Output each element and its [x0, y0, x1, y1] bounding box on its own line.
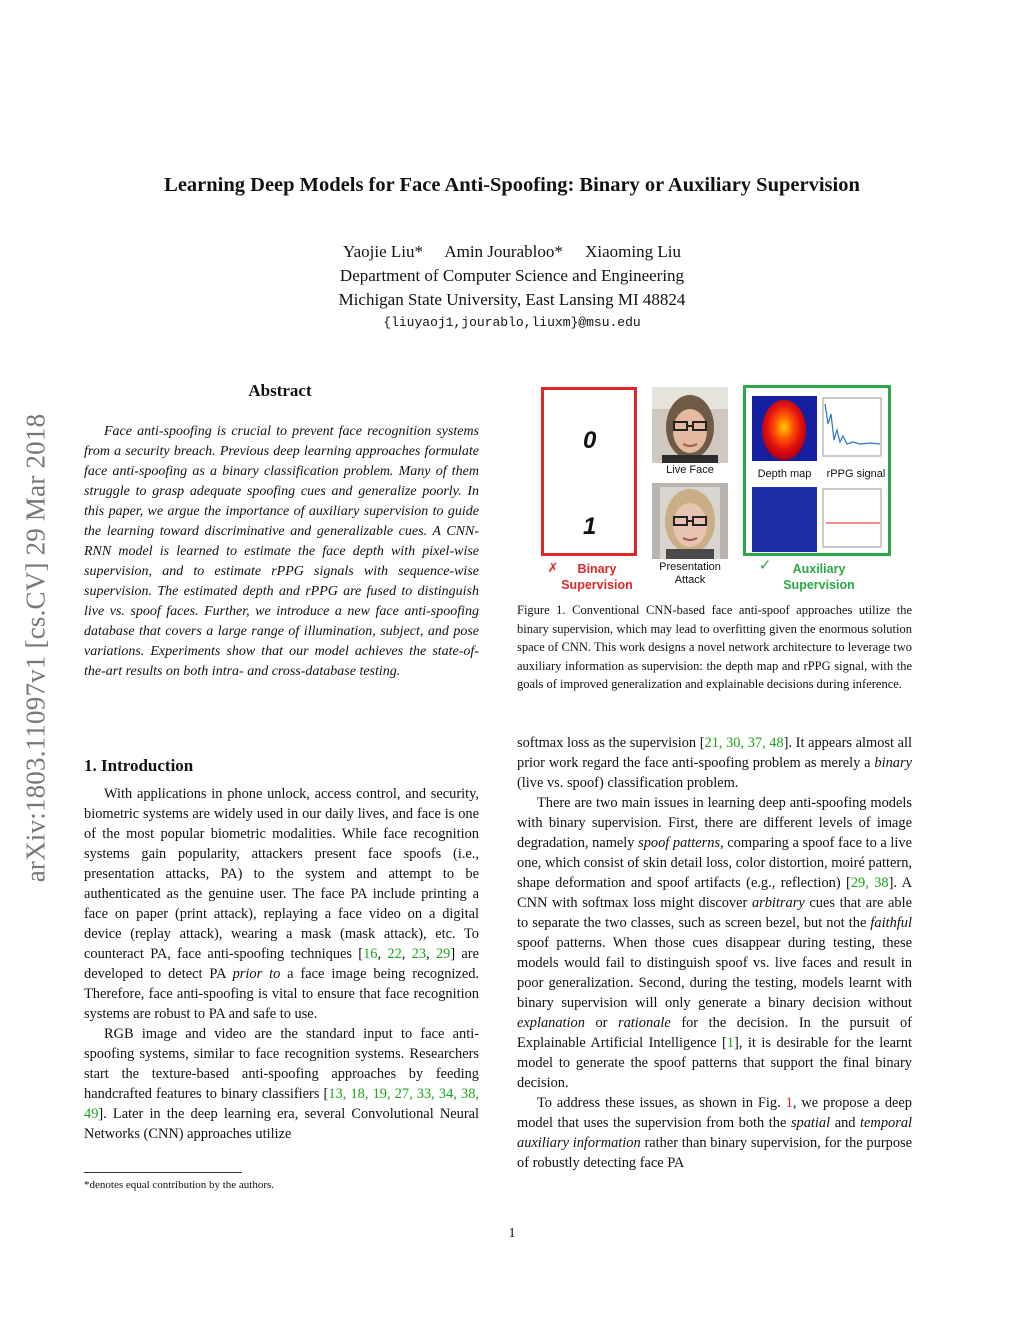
left-column-text [84, 784, 479, 1144]
intro-paragraph-3: softmax loss as the supervision [21, 30, 37, 48]. It appears almost all prior work regard the face anti-spoofing problem as merely a binary (live vs. spoof) classification problem. [517, 735, 912, 791]
depth-map-label: Depth map [757, 468, 812, 480]
check-mark-icon: ✓ [758, 557, 772, 574]
abstract-text: Face anti-spoofing is crucial to prevent face recognition systems from a security breach. Previous deep learning approaches formulate face anti-spoofing as a binary classification problem. Many of them struggle to grasp adequate spoofing cues and generalize poorly. In this paper, we argue the importance of auxiliary supervision to guide the learning toward discriminative and generalizable cues. A CNN-RNN model is learned to estimate the face depth with pixel-wise supervision, and to estimate rPPG signals with sequence-wise supervision. The estimated depth and rPPG are fused to distinguish live vs. spoof faces. Further, we introduce a new face anti-spoofing database that covers a large range of illumination, subject, and pose variations. Experiments show that our model achieves the state-of-the-art results on both intra- and cross-database testing. [84, 424, 479, 679]
intro-paragraph-4: There are two main issues in learning deep anti-spoofing models with binary supervision. First, there are different levels of image degradation, namely spoof patterns, comparing a spoof face to a live one, which consist of skin detail loss, color distortion, moiré pattern, shape deformation and spoof artifacts (e.g., reflection) [29, 38]. A CNN with softmax loss might discover arbitrary cues that are able to separate the two classes, such as screen bezel, but not the faithful spoof patterns. When those cues disappear during testing, these models would fail to distinguish spoof vs. live faces and result in poor generalization. Second, during the testing, models learnt with binary supervision will only generate a binary decision without explanation or rationale for the decision. In the pursuit of Explainable Artificial Intelligence [1], it is desirable for the learnt model to generate the spoof patterns that support the final binary decision. [517, 795, 912, 1091]
citation-link[interactable]: 22 [387, 946, 402, 962]
abstract-heading: Abstract [248, 381, 312, 400]
figure-1 [517, 384, 912, 594]
citation-link[interactable]: 21, 30, 37, 48 [704, 735, 784, 751]
footnote: *denotes equal contribution by the authors. [84, 1179, 275, 1191]
affiliation-university: Michigan State University, East Lansing MI 48824 [338, 290, 686, 309]
depth-map-live-image [752, 396, 817, 461]
author-2: Amin Jourabloo* [444, 242, 563, 261]
binary-supervision-label: Binary Supervision [561, 562, 633, 592]
citation-link[interactable]: 16 [363, 946, 378, 962]
figure-1-caption: Figure 1. Conventional CNN-based face anti-spoof approaches utilize the binary supervision, which may lead to overfitting given the enormous solution space of CNN. This work designs a novel network architecture to leverage two auxiliary information as supervision: the depth map and rPPG signal, with the goals of improved generalization and explainable decisions during inference. [517, 603, 912, 692]
citation-link[interactable]: 1 [726, 1035, 735, 1051]
rppg-signal-label: rPPG signal [826, 468, 886, 480]
author-1: Yaojie Liu* [343, 242, 424, 261]
binary-label-zero: 0 [583, 427, 597, 454]
author-list [0, 240, 1024, 264]
citation-link[interactable]: 23 [411, 946, 427, 962]
intro-paragraph-2: RGB image and video are the standard input to face anti-spoofing systems, similar to face recognition systems. Researchers start the texture-based anti-spoofing approaches by feeding handcrafted features to binary classifiers [13, 18, 19, 27, 33, 34, 38, 49]. Later in the deep learning era, several Convolutional Neural Networks (CNN) approaches utilize [84, 1026, 479, 1142]
author-block [0, 240, 1024, 312]
cross-mark-icon: ✗ [547, 560, 559, 575]
presentation-attack-image [652, 483, 728, 559]
depth-map-spoof-image [752, 487, 817, 552]
affiliation-department: Department of Computer Science and Engineering [339, 266, 685, 285]
intro-paragraph-5: To address these issues, as shown in Fig. 1, we propose a deep model that uses the supervision from both the spatial and temporal auxiliary information rather than binary supervision, for the purpose of robustly detecting face PA [517, 1095, 913, 1171]
paper-title: Learning Deep Models for Face Anti-Spoofing: Binary or Auxiliary Supervision [164, 174, 860, 196]
presentation-attack-label: Presentation Attack [659, 561, 721, 586]
intro-paragraph-1: With applications in phone unlock, access control, and security, biometric systems are widely used in our daily lives, and face is one of the most popular biometric modalities. While face recognition systems gain popularity, attackers present face spoofs (i.e., presentation attacks, PA) to the system and attempt to be authenticated as the genuine user. The face PA include printing a face on paper (print attack), replaying a face video on a digital device (replay attack), wearing a mask (mask attack), etc. To counteract PA, face anti-spoofing techniques [16, 22, 23, 29] are developed to detect PA prior to a face image being recognized. Therefore, face anti-spoofing is vital to ensure that face recognition systems are robust to PA and safe to use. [84, 786, 479, 1022]
live-face-label: Live Face [666, 464, 714, 476]
citation-link[interactable]: 29 [435, 946, 451, 962]
rppg-signal-live-chart [820, 396, 884, 461]
binary-label-one: 1 [583, 513, 597, 540]
introduction-heading: 1. Introduction [84, 756, 194, 775]
footnote-divider [84, 1172, 242, 1173]
figure-reference-link[interactable]: 1 [785, 1095, 793, 1111]
author-3: Xiaoming Liu [585, 242, 681, 261]
auxiliary-supervision-label: Auxiliary Supervision [783, 562, 855, 592]
author-emails: {liuyaoj1,jourablo,liuxm}@msu.edu [383, 315, 641, 330]
citation-link[interactable]: 29, 38 [850, 875, 889, 891]
rppg-signal-spoof-chart [820, 487, 884, 552]
citation-link[interactable]: 13, 18, 19, 27, 33, 34, 38, 49 [84, 1086, 479, 1122]
page-number: 1 [508, 1226, 516, 1241]
live-face-image [652, 387, 728, 463]
arxiv-identifier: arXiv:1803.11097v1 [cs.CV] 29 Mar 2018 [20, 413, 51, 883]
right-column-text [517, 733, 912, 1173]
